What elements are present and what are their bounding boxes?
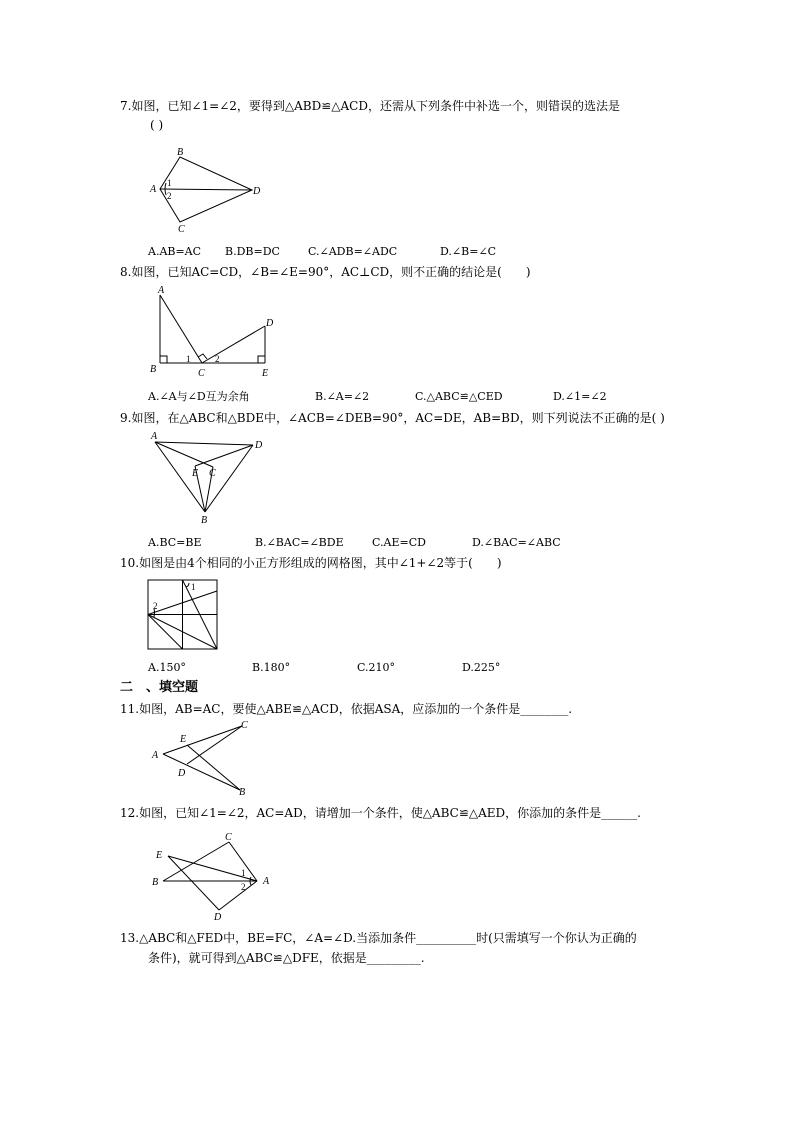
q11-label-A: A	[152, 750, 159, 761]
q7-label-B: B	[177, 147, 184, 158]
q9-option-d[interactable]: D.∠BAC=∠ABC	[472, 536, 561, 549]
q11-figure	[145, 718, 265, 798]
q8-option-c[interactable]: C.△ABC≌△CED	[415, 390, 503, 403]
q8-label-1: 1	[186, 354, 191, 364]
q7-text-line1: 7.如图，已知∠1=∠2，要得到△ABD≌△ACD，还需从下列条件中补选一个，则错误的选法是	[120, 99, 620, 113]
q9-label-D: D	[255, 440, 263, 451]
q7-label-2: 2	[167, 191, 172, 201]
q8-label-2: 2	[215, 354, 220, 364]
q11-text-line1: 11.如图，AB=AC，要使△ABE≌△ACD，依据ASA，应添加的一个条件是________.	[120, 702, 573, 716]
q8-label-A: A	[158, 285, 165, 296]
q9-label-A: A	[151, 431, 158, 442]
q8-label-C: C	[198, 368, 205, 379]
q8-label-B: B	[150, 364, 157, 375]
q10-label-2: 2	[153, 601, 158, 611]
q9-option-a[interactable]: A.BC=BE	[148, 536, 202, 549]
q12-label-B: B	[152, 877, 159, 888]
q10-text-line1: 10.如图是由4个相同的小正方形组成的网格图，其中∠1+∠2等于( )	[120, 556, 502, 570]
q10-label-1: 1	[191, 582, 196, 592]
q10-option-d[interactable]: D.225°	[462, 661, 501, 674]
q7-option-d[interactable]: D.∠B=∠C	[440, 245, 497, 258]
q7-option-b[interactable]: B.DB=DC	[225, 245, 280, 258]
q7-label-C: C	[178, 224, 185, 235]
q11-label-D: D	[178, 768, 186, 779]
q7-label-D: D	[253, 186, 261, 197]
q12-text-line1: 12.如图，已知∠1=∠2，AC=AD，请增加一个条件，使△ABC≌△AED，你添加的条件是______.	[120, 806, 641, 820]
q9-label-E: E	[192, 468, 199, 479]
q10-option-c[interactable]: C.210°	[357, 661, 396, 674]
q7-label-1: 1	[167, 178, 172, 188]
q13-text-line1: 13.△ABC和△FED中，BE=FC，∠A=∠D.当添加条件__________时(只需填写一个你认为正确的	[120, 931, 637, 945]
q11-label-B: B	[239, 787, 246, 798]
section-title-fill-in: 二 、填空题	[120, 680, 199, 695]
q8-label-D: D	[266, 318, 274, 329]
q12-label-1: 1	[241, 868, 246, 878]
q12-figure	[145, 828, 285, 923]
q12-label-C: C	[225, 832, 232, 843]
q7-option-c[interactable]: C.∠ADB=∠ADC	[308, 245, 398, 258]
q8-option-d[interactable]: D.∠1=∠2	[553, 390, 607, 403]
q8-text-line1: 8.如图，已知AC=CD，∠B=∠E=90°，AC⊥CD，则不正确的结论是( )	[120, 265, 531, 279]
q12-label-A: A	[263, 876, 270, 887]
q12-label-2: 2	[241, 882, 246, 892]
q10-figure	[148, 580, 220, 652]
q7-figure	[145, 145, 275, 235]
q8-figure	[145, 285, 285, 380]
q7-label-A: A	[150, 184, 157, 195]
q8-label-E: E	[262, 368, 269, 379]
q10-option-b[interactable]: B.180°	[252, 661, 291, 674]
q9-text-line1: 9.如图，在△ABC和△BDE中，∠ACB=∠DEB=90°，AC=DE，AB=BD，则下列说法不正确的是( )	[120, 411, 665, 425]
q12-label-E: E	[156, 850, 163, 861]
q9-option-b[interactable]: B.∠BAC=∠BDE	[255, 536, 344, 549]
q8-option-b[interactable]: B.∠A=∠2	[315, 390, 370, 403]
q12-label-D: D	[214, 912, 222, 923]
q7-text-line2: ( )	[150, 118, 164, 132]
q11-label-E: E	[180, 734, 187, 745]
q9-figure	[145, 430, 275, 530]
q11-label-C: C	[241, 720, 248, 731]
q9-label-B: B	[201, 515, 208, 526]
q9-label-C: C	[209, 468, 216, 479]
q7-option-a[interactable]: A.AB=AC	[148, 245, 202, 258]
q10-option-a[interactable]: A.150°	[148, 661, 186, 674]
q13-text-line2: 条件)，就可得到△ABC≌△DFE，依据是_________.	[148, 951, 425, 965]
q8-option-a[interactable]: A.∠A与∠D互为余角	[148, 390, 250, 403]
q9-option-c[interactable]: C.AE=CD	[372, 536, 426, 549]
